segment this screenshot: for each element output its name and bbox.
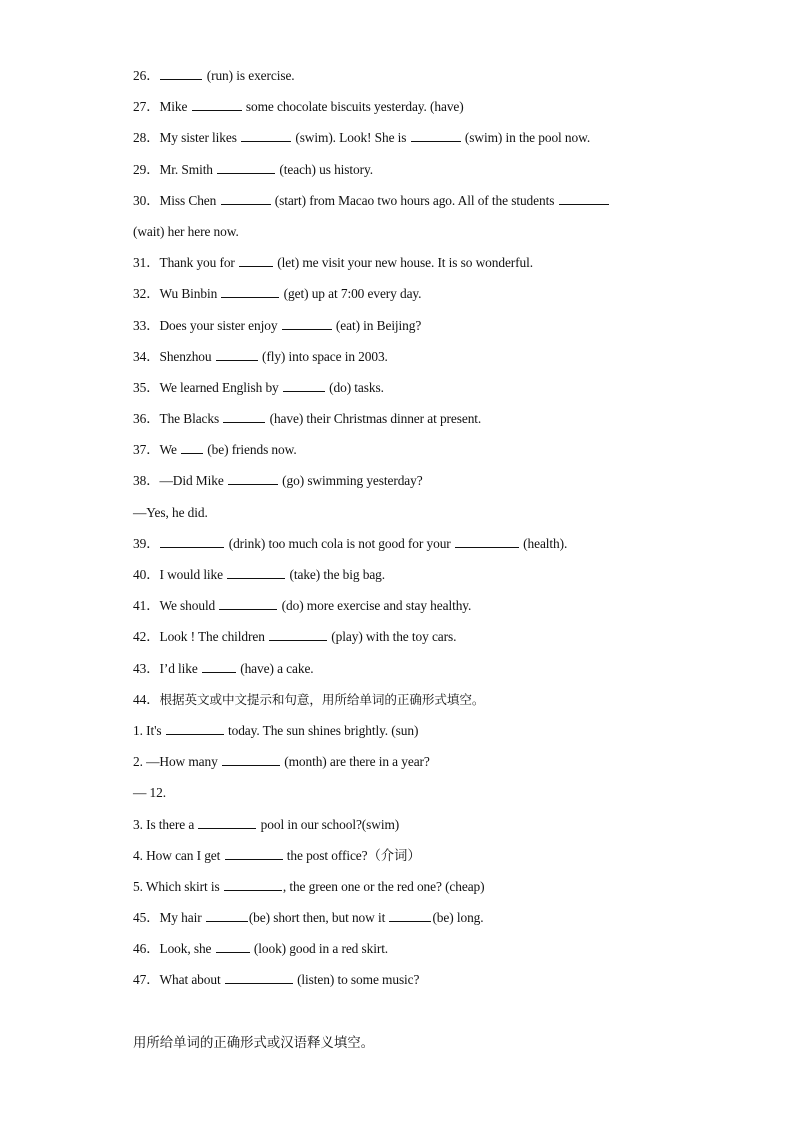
question-text: (month) are there in a year? <box>280 754 430 770</box>
question-text: today. The sun shines brightly. (sun) <box>224 722 419 738</box>
answer-blank[interactable] <box>282 317 332 330</box>
question-number: 28． <box>133 130 160 146</box>
question-number: 34． <box>133 348 160 364</box>
question-number: 42． <box>133 629 160 645</box>
question-line <box>133 624 653 655</box>
question-text: 3. Is there a <box>133 816 198 832</box>
question-text: (look) good in a red skirt. <box>250 941 389 957</box>
question-line <box>133 500 653 531</box>
question-line <box>133 375 653 406</box>
question-number: 46． <box>133 941 160 957</box>
question-text: — 12. <box>133 785 166 801</box>
question-line <box>133 468 653 499</box>
answer-blank[interactable] <box>225 847 283 860</box>
question-text: (be) long. <box>432 910 484 926</box>
question-text: 4. How can I get <box>133 847 224 863</box>
question-text: I would like <box>159 567 227 582</box>
question-number: 35． <box>133 379 160 395</box>
question-line <box>133 313 653 344</box>
question-line <box>133 905 653 936</box>
answer-blank[interactable] <box>206 909 248 922</box>
question-text: (run) is exercise. <box>203 68 295 83</box>
question-line <box>133 843 653 874</box>
answer-blank[interactable] <box>389 909 431 922</box>
question-text: the post office?（介词） <box>283 847 421 863</box>
question-text: Miss Chen <box>159 192 220 208</box>
question-line <box>133 936 653 967</box>
question-line <box>133 593 653 624</box>
question-number: 41． <box>133 598 160 614</box>
question-text: Mr. Smith <box>159 161 217 177</box>
question-line <box>133 188 653 219</box>
question-line <box>133 281 653 312</box>
question-line <box>133 531 653 562</box>
question-number: 36． <box>133 411 160 427</box>
question-text: 根据英文或中文提示和句意，用所给单词的正确形式填空。 <box>159 691 485 707</box>
question-text: (drink) too much cola is not good for your <box>225 535 454 551</box>
question-text: We learned English by <box>159 379 282 395</box>
question-line <box>133 687 653 718</box>
question-line <box>133 874 653 905</box>
answer-blank[interactable] <box>269 628 327 641</box>
question-text: (start) from Macao two hours ago. All of the students <box>271 192 558 208</box>
answer-blank[interactable] <box>217 161 275 174</box>
question-text: Look, she <box>159 941 215 957</box>
question-line <box>133 157 653 188</box>
question-text: (swim). Look! She is <box>292 130 410 146</box>
question-line <box>133 656 653 687</box>
question-text: Shenzhou <box>159 348 215 364</box>
question-number: 31． <box>133 255 160 271</box>
question-number: 37． <box>133 442 160 458</box>
question-number: 33． <box>133 317 160 333</box>
question-line <box>133 125 653 156</box>
question-text: (go) swimming yesterday? <box>278 473 423 489</box>
answer-blank[interactable] <box>227 566 285 579</box>
question-line <box>133 562 653 593</box>
question-line <box>133 780 653 811</box>
question-text: Wu Binbin <box>159 286 221 302</box>
question-text: Thank you for <box>159 255 239 271</box>
question-text: (do) more exercise and stay healthy. <box>278 598 472 614</box>
answer-blank[interactable] <box>222 753 280 766</box>
question-text: My hair <box>159 910 205 926</box>
answer-blank[interactable] <box>198 816 256 829</box>
question-number: 26． <box>133 68 160 83</box>
answer-blank[interactable] <box>455 535 519 548</box>
question-text: (have) a cake. <box>236 660 314 676</box>
question-text: Does your sister enjoy <box>159 317 281 333</box>
question-number: 27． <box>133 99 160 115</box>
answer-blank[interactable] <box>411 129 461 142</box>
question-text: (let) me visit your new house. It is so wonderful. <box>274 255 533 271</box>
question-number: 39． <box>133 535 160 551</box>
exercise-list <box>133 63 653 999</box>
question-number: 30． <box>133 192 160 208</box>
question-number: 38． <box>133 473 160 489</box>
question-text: , the green one or the red one? (cheap) <box>282 878 485 894</box>
question-text: 2. —How many <box>133 754 221 770</box>
question-text: (eat) in Beijing? <box>332 317 422 333</box>
question-text: —Yes, he did. <box>133 504 208 520</box>
question-line <box>133 718 653 749</box>
question-number: 32． <box>133 286 160 302</box>
question-text: (do) tasks. <box>325 379 384 395</box>
question-line <box>133 63 653 94</box>
question-text: —Did Mike <box>159 473 227 489</box>
answer-blank[interactable] <box>192 98 242 111</box>
question-line <box>133 812 653 843</box>
question-line <box>133 344 653 375</box>
question-text: (health). <box>519 535 568 551</box>
answer-blank[interactable] <box>224 878 282 891</box>
question-text: Mike <box>159 99 191 115</box>
question-text: (be) friends now. <box>204 442 297 458</box>
answer-blank[interactable] <box>221 192 271 205</box>
question-line <box>133 749 653 780</box>
question-text: I’d like <box>159 660 201 676</box>
question-text: What about <box>159 972 224 988</box>
question-text: some chocolate biscuits yesterday. (have) <box>242 99 464 115</box>
question-text: 1. It's <box>133 722 165 738</box>
answer-blank[interactable] <box>216 348 258 361</box>
question-line <box>133 406 653 437</box>
question-number: 29． <box>133 161 160 177</box>
question-text: (swim) in the pool now. <box>461 130 591 146</box>
answer-blank[interactable] <box>160 535 224 548</box>
section-instruction: 用所给单词的正确形式或汉语释义填空。 <box>133 1036 375 1051</box>
question-text: (have) their Christmas dinner at present. <box>266 411 482 427</box>
answer-blank[interactable] <box>181 441 203 454</box>
question-text: (teach) us history. <box>276 161 373 177</box>
question-line <box>133 94 653 125</box>
question-text: (get) up at 7:00 every day. <box>280 286 422 302</box>
answer-blank[interactable] <box>223 410 265 423</box>
question-text: We <box>159 442 181 458</box>
question-text: (fly) into space in 2003. <box>258 348 388 364</box>
question-text: (be) short then, but now it <box>248 910 389 926</box>
question-text: (wait) her here now. <box>133 223 239 239</box>
answer-blank[interactable] <box>241 129 291 142</box>
question-line <box>133 250 653 281</box>
question-number: 45． <box>133 910 160 926</box>
question-text: (play) with the toy cars. <box>328 629 457 645</box>
answer-blank[interactable] <box>559 192 609 205</box>
answer-blank[interactable] <box>202 660 236 673</box>
answer-blank[interactable] <box>228 472 278 485</box>
question-text: Look ! The children <box>159 629 269 645</box>
answer-blank[interactable] <box>166 722 224 735</box>
question-number: 40． <box>133 567 160 582</box>
question-text: (take) the big bag. <box>286 567 386 582</box>
answer-blank[interactable] <box>221 285 279 298</box>
question-text: 5. Which skirt is <box>133 878 223 894</box>
answer-blank[interactable] <box>216 940 250 953</box>
question-text: We should <box>159 598 219 614</box>
question-text: (listen) to some music? <box>293 972 420 988</box>
question-line <box>133 219 653 250</box>
question-number: 43． <box>133 660 160 676</box>
question-text: pool in our school?(swim) <box>257 816 400 832</box>
question-number: 44． <box>133 691 160 707</box>
question-text: My sister likes <box>159 130 241 146</box>
question-number: 47． <box>133 972 160 988</box>
answer-blank[interactable] <box>160 67 202 80</box>
question-line <box>133 967 653 998</box>
answer-blank[interactable] <box>219 597 277 610</box>
question-text: The Blacks <box>159 411 223 427</box>
question-line <box>133 437 653 468</box>
answer-blank[interactable] <box>225 971 293 984</box>
answer-blank[interactable] <box>239 254 273 267</box>
answer-blank[interactable] <box>283 379 325 392</box>
